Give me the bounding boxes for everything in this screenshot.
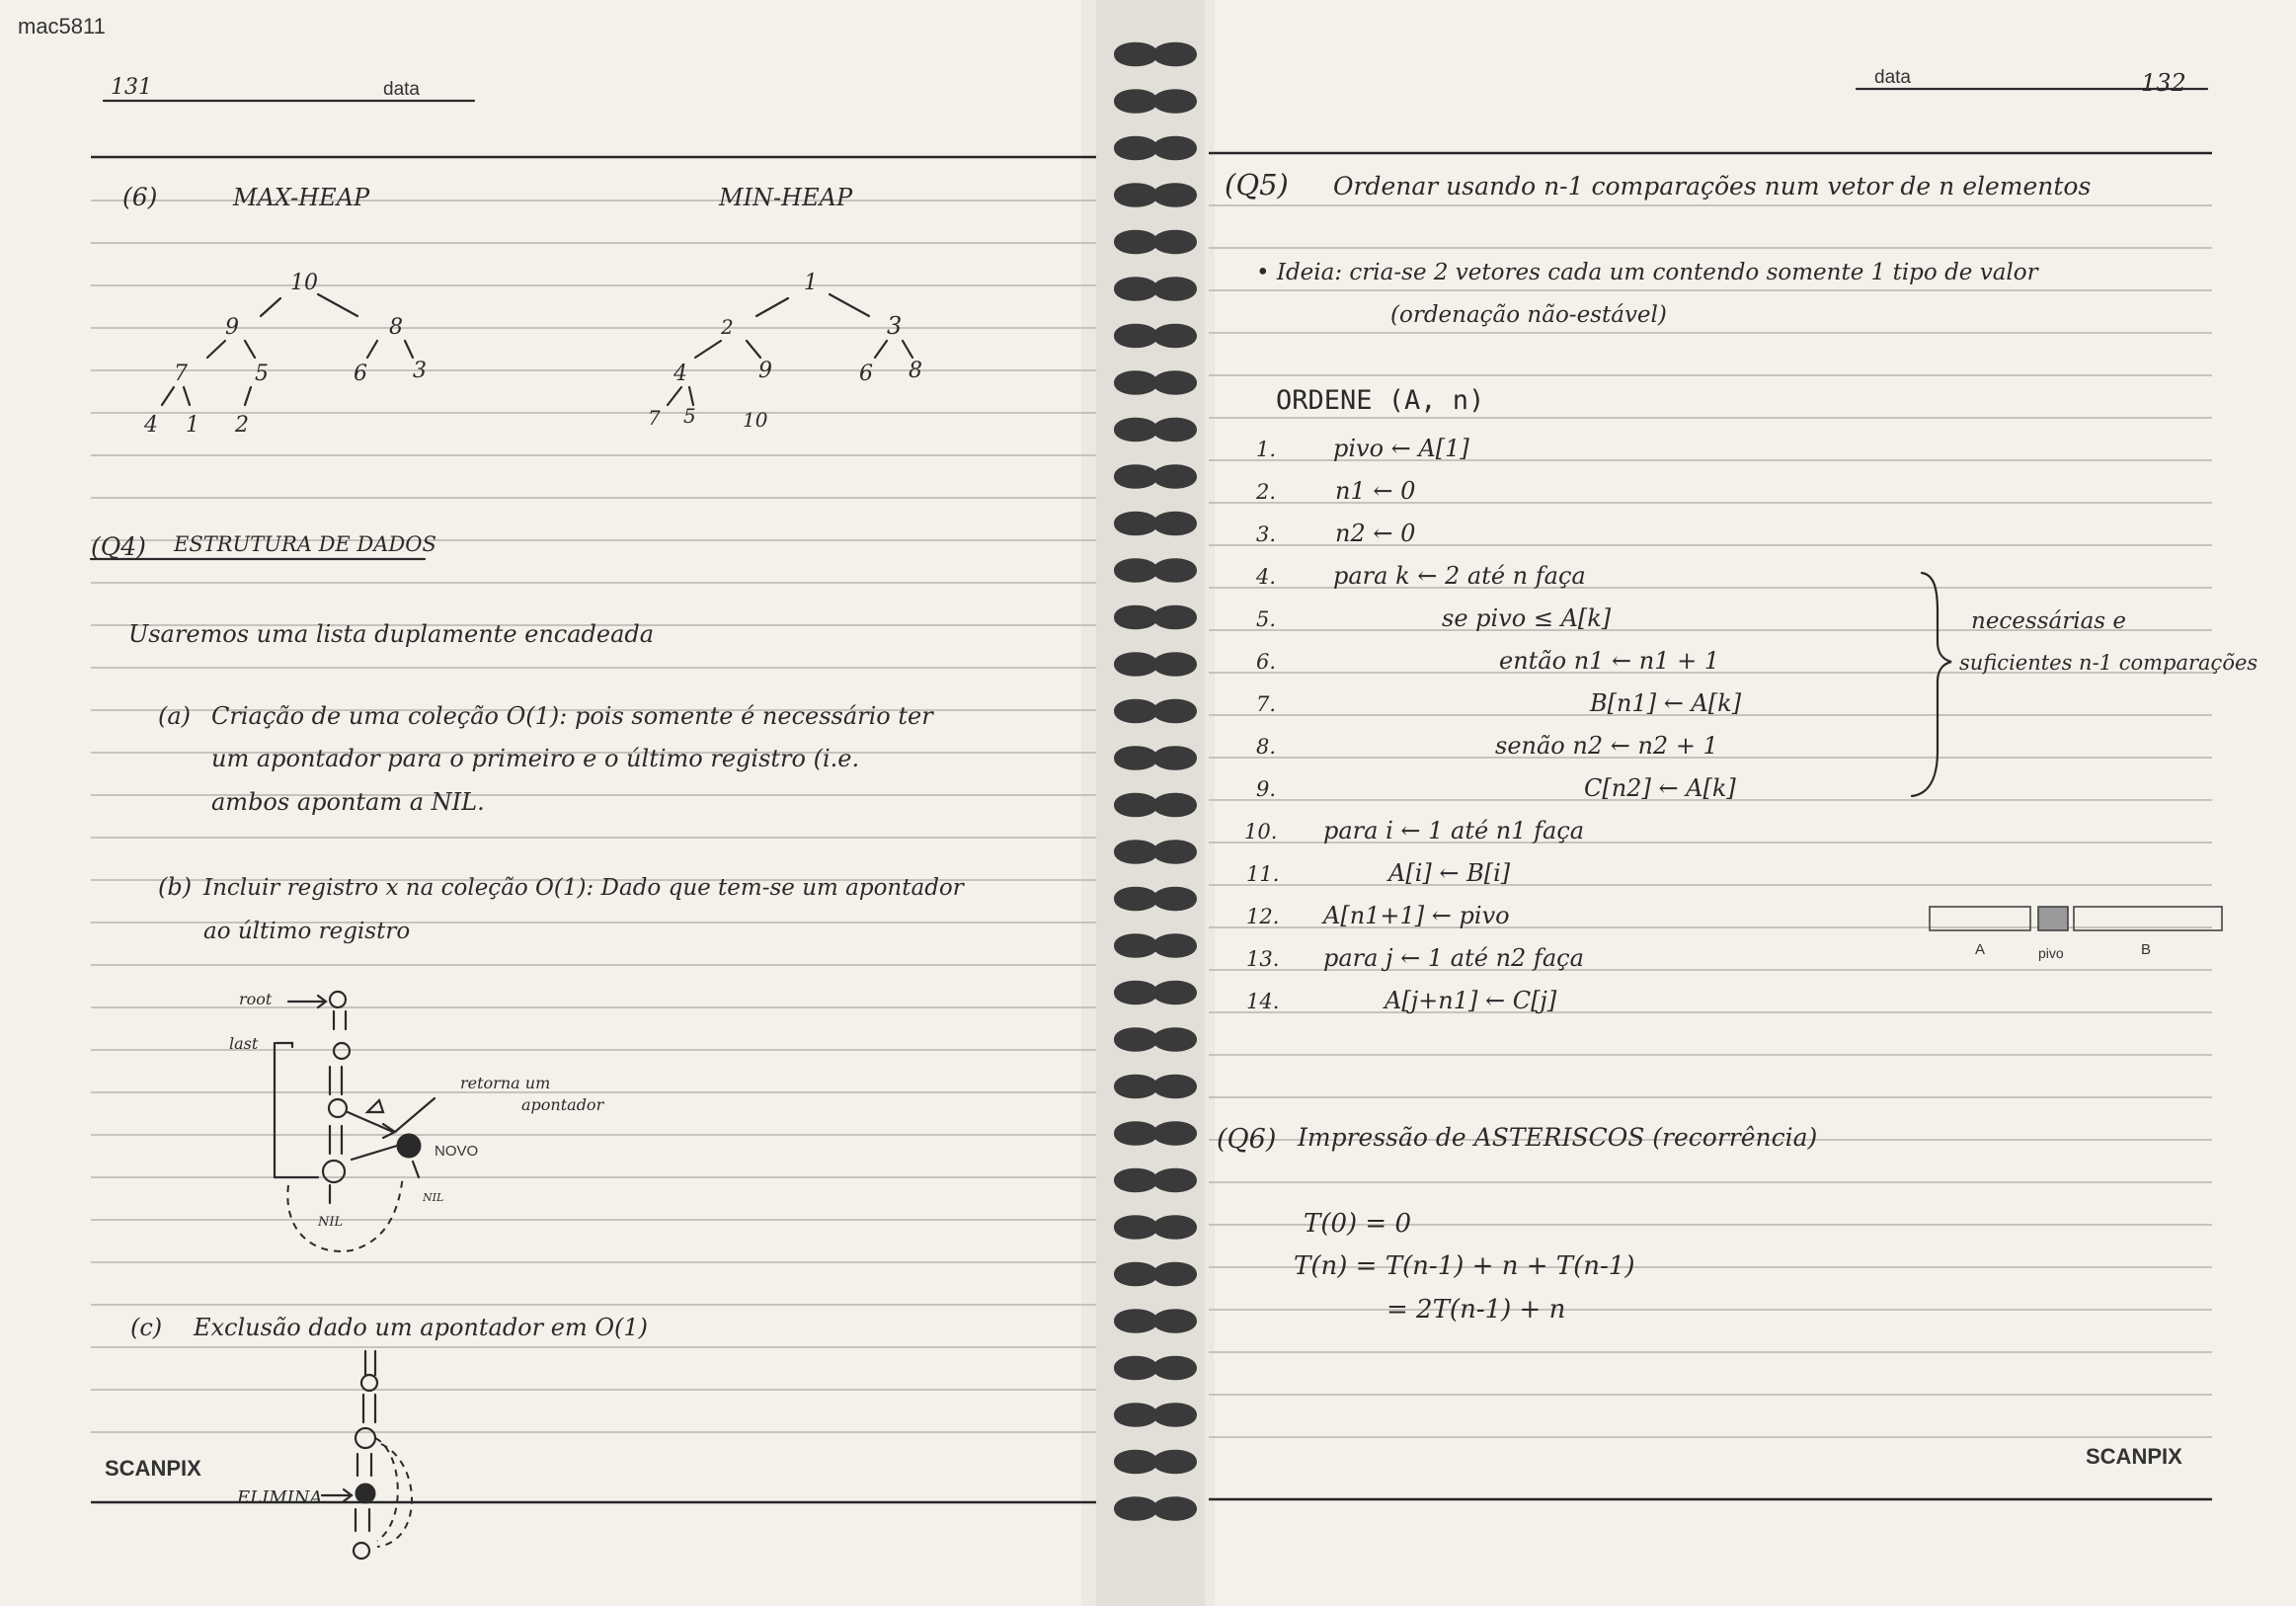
comparison-note: necessárias e: [1971, 608, 2127, 634]
min-heap-node: 7: [648, 406, 661, 430]
q4-a-text: um apontador para o primeiro e o último registro (i.e.: [211, 745, 860, 772]
recurrence-equation: T(0) = 0: [1304, 1209, 1412, 1239]
max-heap-node: 2: [235, 413, 249, 438]
q6-title: Impressão de ASTERISCOS (recorrência): [1298, 1123, 1818, 1152]
algo-line-number: 2.: [1256, 480, 1277, 504]
max-heap-node: 10: [290, 271, 318, 295]
heap-question-label: (6): [122, 183, 158, 211]
q4-b-text: Incluir registro x na coleção O(1): Dado que tem-se um apontador: [203, 875, 964, 901]
scanpix-logo-right: [2086, 1444, 2182, 1469]
q4-c-label: (c): [130, 1314, 163, 1341]
algo-line-number: 3.: [1256, 522, 1277, 546]
spiral-binding: [1096, 0, 1205, 1606]
q5-idea: (ordenação não-estável): [1390, 302, 1667, 328]
left-page-number: 131: [111, 75, 152, 100]
max-heap-node: 4: [144, 413, 158, 438]
algo-line-code: C[n2] ← A[k]: [1584, 774, 1736, 802]
algo-line-code: A[n1+1] ← pivo: [1323, 902, 1510, 929]
q5-idea: • Ideia: cria-se 2 vetores cada um contendo somente 1 tipo de valor: [1256, 260, 2038, 285]
max-heap-title: MAX-HEAP: [233, 184, 370, 211]
min-heap-title: MIN-HEAP: [719, 184, 853, 211]
right-date-label: data: [1874, 67, 1911, 88]
algo-line-number: 13.: [1246, 947, 1280, 971]
algo-line-number: 1.: [1256, 438, 1277, 461]
max-heap-node: 3: [413, 359, 427, 383]
algo-line-number: 5.: [1256, 607, 1277, 631]
algo-line-code: se pivo ≤ A[k]: [1442, 604, 1612, 632]
min-heap-node: 6: [859, 361, 873, 386]
q4-b-text: ao último registro: [203, 919, 411, 944]
q4-c-text: Exclusão dado um apontador em O(1): [194, 1314, 648, 1341]
logo-text: SCANPIX: [2086, 1444, 2182, 1469]
algo-line-code: para i ← 1 até n1 faça: [1323, 817, 1585, 844]
max-heap-node: 5: [255, 361, 269, 386]
min-heap-node: 1: [804, 271, 818, 295]
scanpix-logo-left: [105, 1456, 201, 1481]
algo-line-number: 12.: [1246, 905, 1280, 928]
algo-line-number: 8.: [1256, 735, 1277, 759]
algo-line-code: pivo ← A[1]: [1333, 435, 1469, 462]
q5-title: Ordenar usando n-1 comparações num vetor de n elementos: [1333, 172, 2092, 201]
algo-line-code: B[n1] ← A[k]: [1590, 689, 1742, 717]
max-heap-node: 7: [174, 361, 188, 386]
last-label: last: [229, 1034, 259, 1053]
q4-title: ESTRUTURA DE DADOS: [174, 532, 436, 556]
min-heap-node: 5: [683, 404, 696, 428]
q4-label: (Q4): [91, 532, 146, 561]
q4-a-text: ambos apontam a NIL.: [211, 788, 485, 816]
algo-line-number: 9.: [1256, 777, 1277, 801]
max-heap-node: 9: [225, 315, 239, 340]
min-heap-node: 8: [909, 359, 922, 383]
algo-line-code: então n1 ← n1 + 1: [1499, 647, 1720, 675]
scan-id-label: mac5811: [18, 14, 106, 39]
diagram-label-pivo: pivo: [2038, 945, 2064, 961]
return-label: apontador: [521, 1095, 604, 1114]
algo-line-number: 14.: [1246, 990, 1280, 1013]
max-heap-node: 6: [354, 361, 367, 386]
recurrence-equation: T(n) = T(n-1) + n + T(n-1): [1294, 1251, 1635, 1281]
q4-b-label: (b): [158, 873, 193, 901]
max-heap-node: 1: [186, 413, 199, 438]
min-heap-node: 2: [721, 315, 734, 339]
q4-a-text: Criação de uma coleção O(1): pois somente é necessário ter: [211, 702, 933, 730]
algo-line-number: 10.: [1244, 820, 1278, 843]
q6-label: (Q6): [1217, 1124, 1277, 1155]
algo-line-number: 4.: [1256, 565, 1277, 589]
root-label: root: [239, 990, 273, 1008]
min-heap-node: 9: [758, 359, 772, 383]
algo-line-code: A[i] ← B[i]: [1388, 859, 1511, 887]
min-heap-node: 10: [743, 408, 768, 432]
left-date-label: data: [383, 79, 420, 100]
algo-line-code: n1 ← 0: [1335, 477, 1416, 505]
algo-line-code: A[j+n1] ← C[j]: [1385, 987, 1557, 1014]
diagram-label-a: A: [1975, 941, 1986, 958]
q4-a-label: (a): [158, 702, 192, 730]
nil-label: NIL: [318, 1215, 344, 1230]
recurrence-equation: = 2T(n-1) + n: [1386, 1295, 1566, 1325]
algo-line-number: 6.: [1256, 650, 1277, 674]
max-heap-node: 8: [389, 315, 403, 340]
logo-text: SCANPIX: [105, 1456, 201, 1481]
algo-line-code: senão n2 ← n2 + 1: [1495, 732, 1718, 760]
novo-label: NOVO: [435, 1143, 479, 1160]
q5-label: (Q5): [1225, 168, 1289, 201]
diagram-label-b: B: [2141, 941, 2152, 958]
q4-intro: Usaremos uma lista duplamente encadeada: [128, 620, 655, 648]
min-heap-node: 3: [887, 312, 903, 340]
right-page-number: 132: [2141, 69, 2186, 97]
elimina-label: ELIMINA: [237, 1487, 323, 1508]
algo-line-number: 7.: [1256, 692, 1277, 716]
algo-line-code: para k ← 2 até n faça: [1333, 562, 1586, 590]
algo-line-number: 11.: [1246, 862, 1280, 886]
return-label: retorna um: [460, 1074, 551, 1092]
min-heap-node: 4: [673, 361, 687, 386]
algo-line-code: para j ← 1 até n2 faça: [1323, 944, 1584, 972]
algo-title: ORDENE (A, n): [1276, 385, 1485, 416]
algo-line-code: n2 ← 0: [1335, 520, 1416, 547]
nil-label-2: NIL: [423, 1191, 444, 1204]
comparison-note: suficientes n-1 comparações: [1959, 651, 2258, 675]
